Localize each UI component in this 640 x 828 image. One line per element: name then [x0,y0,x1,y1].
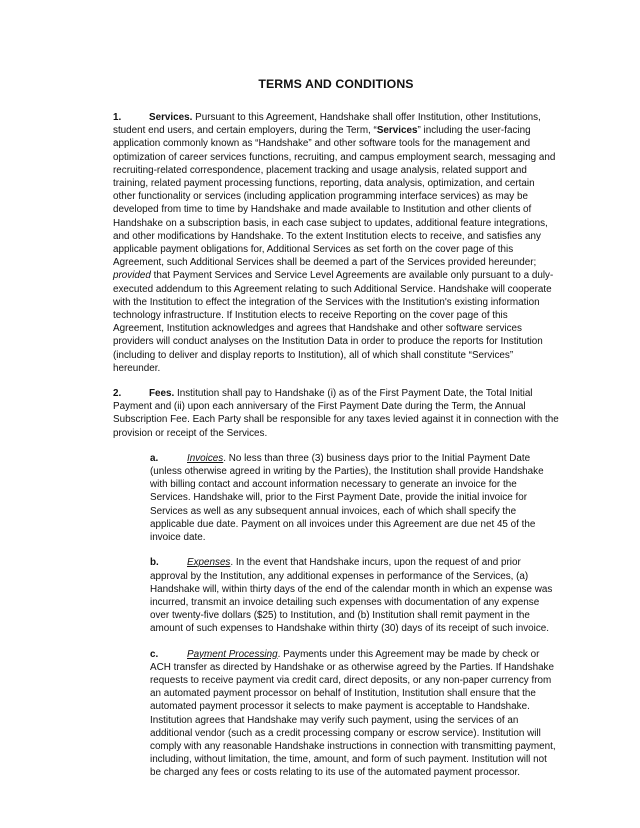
section-text: that Payment Services and Service Level Agreements are available only pursuant to a duly-executed addendum to this Agreement relating to such Additional Service. Handshake will cooperate with the Institution to effect the integration of the Services with the Institution's existing information technology infrastructure. If Institution elects to receive Reporting on the cover page of this Agreement, Institution acknowledges and agrees that Handshake and other software services providers will conduct analyses on the Institution Data in order to produce the reports for Institution (including to deliver and display reports to Institution), all of which shall constitute “Services” hereunder. [113,270,554,374]
section-text: Pursuant to this Agreement, Handshake shall offer Institution, other Institutions, student end users, and certain employers, during the Term, “ [113,112,541,137]
section-heading: Fees. [149,388,175,400]
subsection-invoices [150,452,559,544]
subsection-text: . No less than three (3) business days prior to the Initial Payment Date (unless otherwise agreed in writing by the Parties), the Institution shall provide Handshake with billing contact and account information necessary to generate an invoice for the Services. Handshake will, prior to the First Payment Date, provide the initial invoice for Services as well as any subsequent annual invoices, each of which shall specify the applicable due date. Payment on all invoices under this Agreement are due net 45 of the invoice date. [150,452,544,544]
subsection-heading: Invoices [187,452,224,464]
section-text: ” including the user-facing application commonly known as “Handshake” and other software tools for the management and optimization of career services functions, recruiting, and campus employment search, messaging and recruiting-related correspondence, placement tracking and usage analysis, related support and training, related payment processing functions, reporting, data analysis, optimization, and certain other functionality or services (including application programming interface services) as may be developed from time to time by Handshake and made available to Institution and other clients of Handshake on a subscription basis, in each case subject to updates, additional feature integrations, and other modifications by Handshake. To the extent Institution elects to receive, and satisfies any applicable payment obligations for, Additional Services as set forth on the cover page of this Agreement, such Additional Services shall be deemed a part of the Services provided hereunder; [113,125,556,269]
subsection-payment-processing [150,648,559,780]
subsection-label: a. [150,452,159,464]
subsection-label: b. [150,557,159,569]
subsection-text: . In the event that Handshake incurs, upon the request of and prior approval by the Institution, any additional expenses in performance of the Services, (a) Handshake will, within thirty days of the end of the calendar month in which an expense was incurred, transmit an invoice detailing such expenses with documentation of any expense over twenty-five dollars ($25) to Institution, and (b) Institution shall remit payment in the amount of such expenses to Handshake within thirty (30) days of its receipt of such invoice. [150,557,553,635]
emphasis-term: provided [113,270,151,282]
subsection-expenses [150,556,559,635]
defined-term: Services [376,125,418,137]
subsection-heading: Expenses [187,557,231,569]
section-number: 2. [113,388,122,400]
section-services [113,111,559,375]
subsection-label: c. [150,648,159,660]
section-number: 1. [113,112,122,123]
subsection-text: . Payments under this Agreement may be made by check or ACH transfer as directed by Handshake or as otherwise agreed by the Parties. If Handshake requests to receive payment via credit card, direct deposits, or any non-paper currency from an automated payment processor on behalf of Institution, Institution shall ensure that the automated payment processor it selects to make payment is acceptable to Handshake. Institution agrees that Handshake may verify such payment, using the services of an additional vendor (such as a credit processing company or escrow service). Institution will comply with any reasonable Handshake instructions in connection with transmitting payment, including, without limitation, the time, amount, and form of such payment. Institution will not be charged any fees or costs relating to its use of the automated payment processor. [150,648,556,779]
subsection-heading: Payment Processing [187,648,278,660]
section-heading: Services. [149,112,193,123]
section-text: Institution shall pay to Handshake (i) as of the First Payment Date, the Total Initial Payment and (ii) upon each anniversary of the First Payment Date during the Term, the Annual Subscription Fee. Each Party shall be responsible for any taxes levied against it in connection with the provision or receipt of the Services. [113,388,559,439]
page-title: TERMS AND CONDITIONS [258,77,414,91]
section-fees [113,387,559,440]
